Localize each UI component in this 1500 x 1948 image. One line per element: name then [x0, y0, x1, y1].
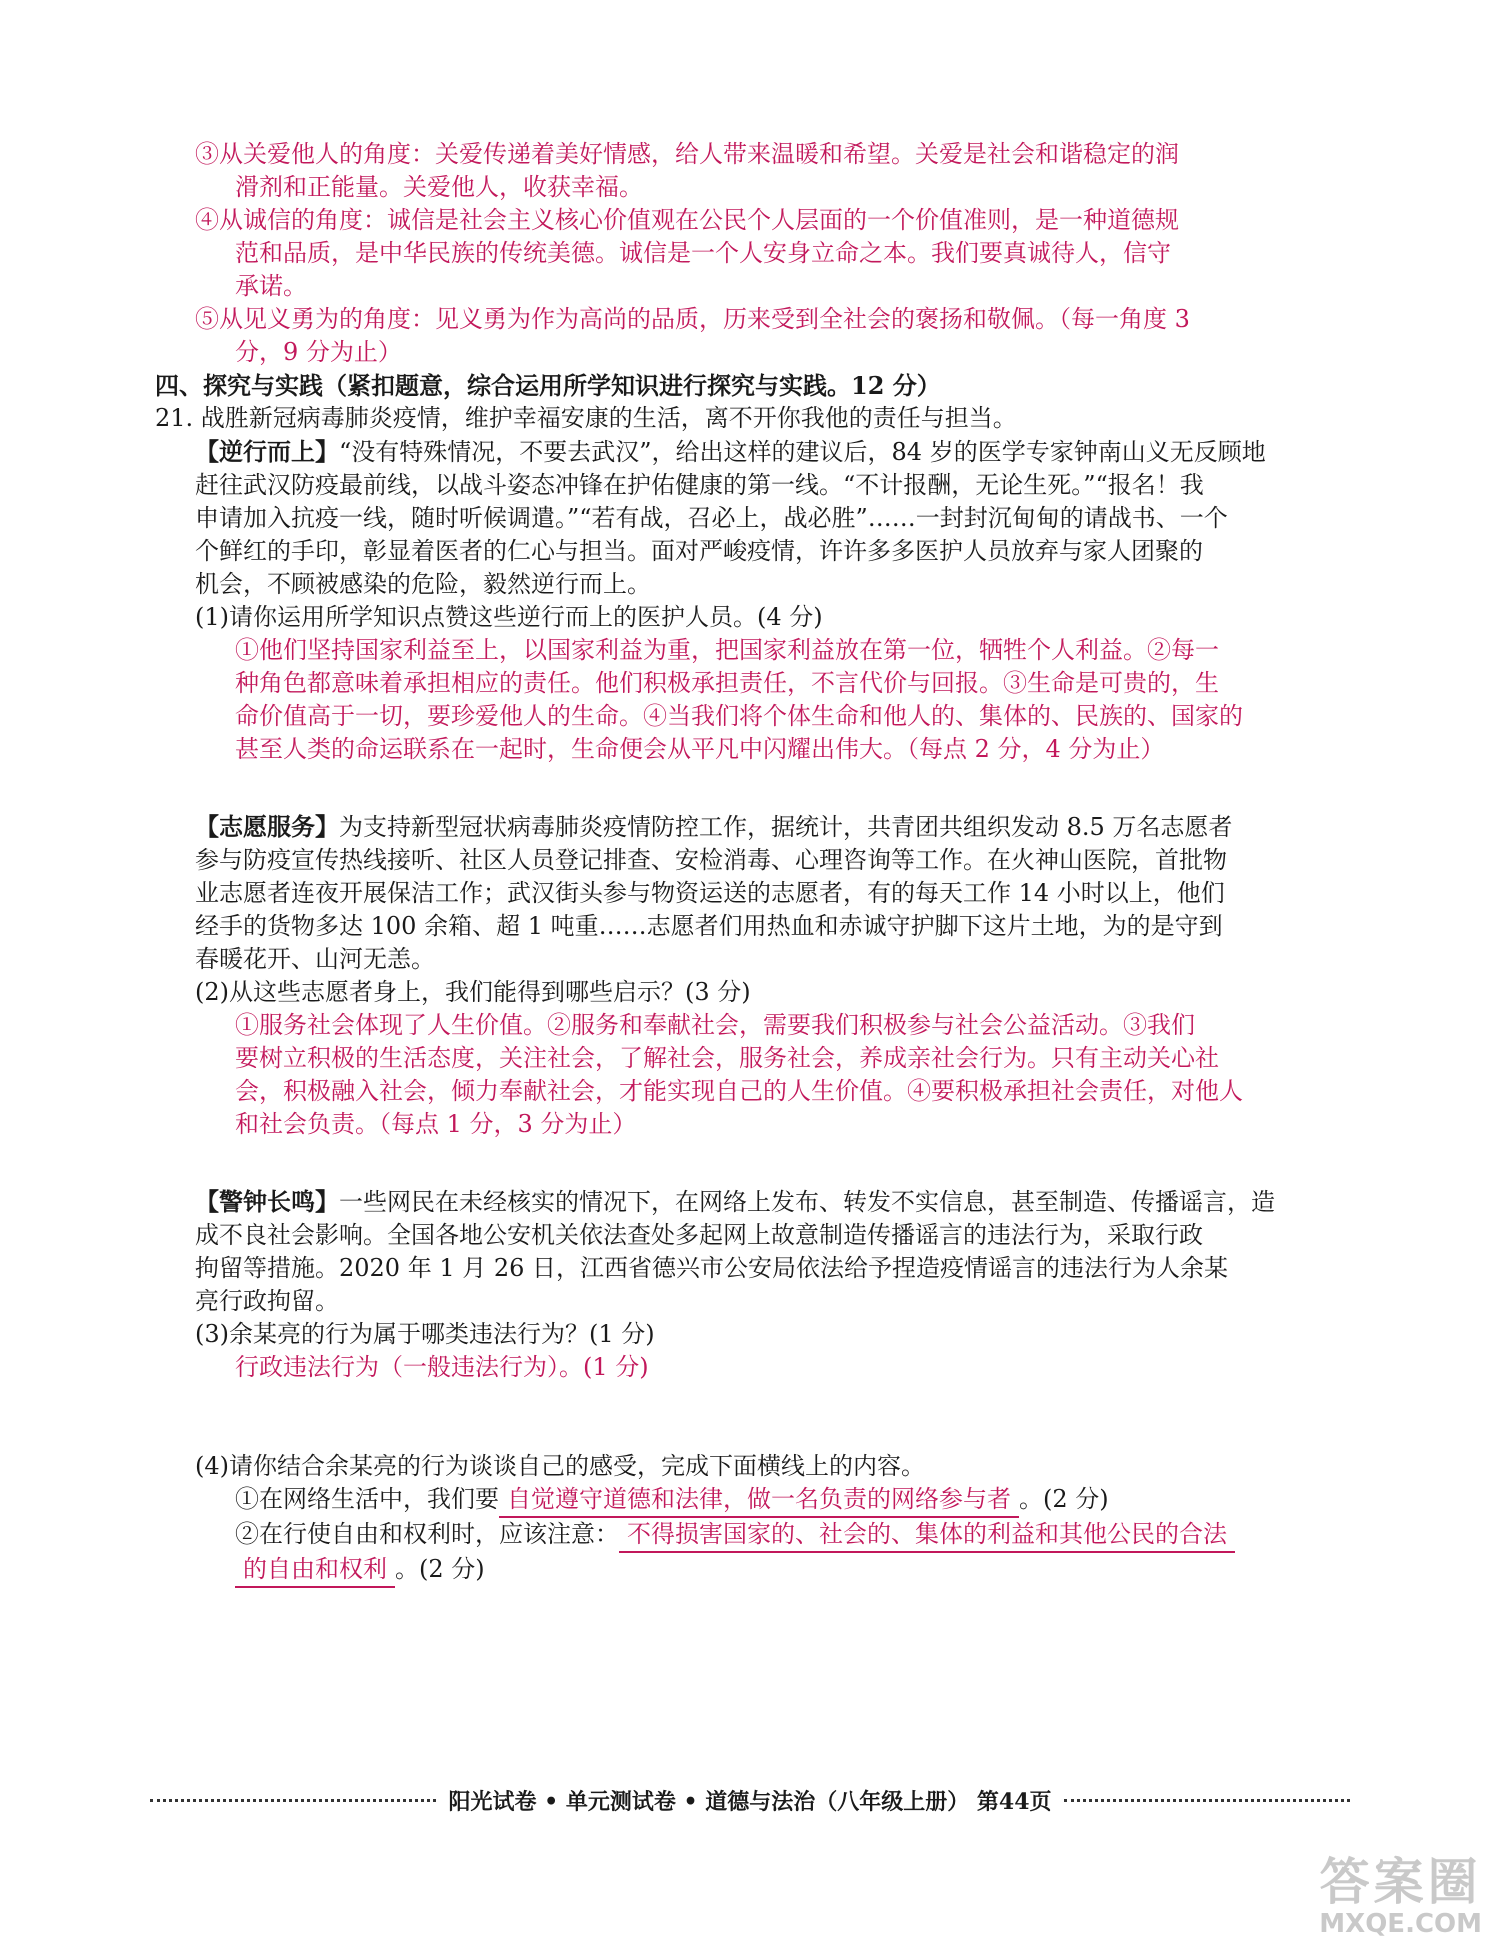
exam-page [155, 138, 1345, 1588]
fill-item-1 [195, 1483, 1345, 1518]
material-text: 申请加入抗疫一线，随时听候调遣。”“若有战，召必上，战必胜”……一封封沉甸甸的请战书、一个 [195, 504, 1228, 532]
answers-top [195, 138, 1345, 369]
footer-dots-right [1064, 1799, 1350, 1802]
question-21: 21. 战胜新冠病毒肺炎疫情，维护幸福安康的生活，离不开你我他的责任与担当。 [155, 404, 1017, 432]
answer-line: ④从诚信的角度：诚信是社会主义核心价值观在公民个人层面的一个价值准则，是一种道德规 [195, 206, 1179, 234]
material-tag: 【逆行而上】 [195, 437, 339, 466]
answer-line: 种角色都意味着承担相应的责任。他们积极承担责任，不言代价与回报。③生命是可贵的，生 [235, 669, 1219, 697]
fill-prefix: ②在行使自由和权利时，应该注意： [235, 1520, 619, 1548]
answer-line: 和社会负责。（每点 1 分，3 分为止） [235, 1110, 637, 1138]
watermark [1319, 1854, 1482, 1938]
fill-answer: 不得损害国家的、社会的、集体的利益和其他公民的合法 [619, 1518, 1235, 1553]
material-text: “没有特殊情况，不要去武汉”，给出这样的建议后，84 岁的医学专家钟南山义无反顾地 [339, 438, 1266, 466]
fill-item-2 [195, 1518, 1345, 1553]
answer-line: 承诺。 [235, 272, 307, 300]
sub-question-3: (3)余某亮的行为属于哪类违法行为？(1 分) [195, 1320, 655, 1348]
section-heading: 四、探究与实践（紧扣题意，综合运用所学知识进行探究与实践。12 分） [155, 371, 941, 400]
fill-prefix: ①在网络生活中，我们要 [235, 1485, 499, 1513]
answer-line: 会，积极融入社会，倾力奉献社会，才能实现自己的人生价值。④要积极承担社会责任，对他人 [235, 1077, 1243, 1105]
answer-line: ①他们坚持国家利益至上，以国家利益为重，把国家利益放在第一位，牺牲个人利益。②每一 [235, 636, 1219, 664]
footer-text: 阳光试卷 • 单元测试卷 • 道德与法治（八年级上册） 第44页 [448, 1789, 1052, 1815]
watermark-site: MXQE.COM [1319, 1909, 1482, 1939]
sub-answer-2 [195, 1009, 1345, 1141]
fill-suffix: 。(2 分) [395, 1555, 485, 1583]
material-text: 经手的货物多达 100 余箱、超 1 吨重……志愿者们用热血和赤诚守护脚下这片土地，为的是守到 [195, 912, 1223, 940]
sub-answer-3: 行政违法行为（一般违法行为）。(1 分) [235, 1353, 649, 1381]
answer-line: ⑤从见义勇为的角度：见义勇为作为高尚的品质，历来受到全社会的褒扬和敬佩。（每一角度 3 [195, 305, 1190, 333]
answer-line: 命价值高于一切，要珍爱他人的生命。④当我们将个体生命和他人的、集体的、民族的、国家的 [235, 702, 1243, 730]
material-1 [195, 435, 1345, 601]
material-text: 业志愿者连夜开展保洁工作；武汉街头参与物资运送的志愿者，有的每天工作 14 小时以上，他们 [195, 879, 1225, 907]
answer-line: ①服务社会体现了人生价值。②服务和奉献社会，需要我们积极参与社会公益活动。③我们 [235, 1011, 1195, 1039]
answer-line: 滑剂和正能量。关爱他人，收获幸福。 [235, 173, 643, 201]
answer-line: 要树立积极的生活态度，关注社会，了解社会，服务社会，养成亲社会行为。只有主动关心社 [235, 1044, 1219, 1072]
sub-question-2: (2)从这些志愿者身上，我们能得到哪些启示？(3 分) [195, 978, 751, 1006]
material-tag: 【警钟长鸣】 [195, 1187, 339, 1216]
sub-question-1: (1)请你运用所学知识点赞这些逆行而上的医护人员。(4 分) [195, 603, 823, 631]
answer-line: 范和品质，是中华民族的传统美德。诚信是一个人安身立命之本。我们要真诚待人，信守 [235, 239, 1171, 267]
material-text: 机会，不顾被感染的危险，毅然逆行而上。 [195, 570, 651, 598]
material-tag: 【志愿服务】 [195, 812, 339, 841]
fill-answer: 自觉遵守道德和法律，做一名负责的网络参与者 [499, 1483, 1019, 1518]
material-2 [195, 810, 1345, 976]
answer-line: ③从关爱他人的角度：关爱传递着美好情感，给人带来温暖和希望。关爱是社会和谐稳定的润 [195, 140, 1179, 168]
material-text: 个鲜红的手印，彰显着医者的仁心与担当。面对严峻疫情，许许多多医护人员放弃与家人团聚的 [195, 537, 1203, 565]
answer-line: 分，9 分为止） [235, 338, 402, 366]
material-text: 亮行政拘留。 [195, 1287, 339, 1315]
page-footer [150, 1785, 1350, 1816]
sub-question-4: (4)请你结合余某亮的行为谈谈自己的感受，完成下面横线上的内容。 [195, 1452, 925, 1480]
footer-dots-left [150, 1799, 436, 1802]
answer-line: 甚至人类的命运联系在一起时，生命便会从平凡中闪耀出伟大。（每点 2 分，4 分为止） [235, 735, 1165, 763]
fill-suffix: 。(2 分) [1019, 1485, 1109, 1513]
material-text: 为支持新型冠状病毒肺炎疫情防控工作，据统计，共青团共组织发动 8.5 万名志愿者 [339, 813, 1233, 841]
material-text: 拘留等措施。2020 年 1 月 26 日，江西省德兴市公安局依法给予捏造疫情谣言的违法行为人余某 [195, 1254, 1229, 1282]
watermark-logo: 答案圈 [1319, 1853, 1482, 1911]
material-text: 春暖花开、山河无恙。 [195, 945, 435, 973]
material-3 [195, 1185, 1345, 1318]
material-text: 成不良社会影响。全国各地公安机关依法查处多起网上故意制造传播谣言的违法行为，采取行政 [195, 1221, 1203, 1249]
material-text: 赶往武汉防疫最前线，以战斗姿态冲锋在护佑健康的第一线。“不计报酬，无论生死。”“报名！我 [195, 471, 1204, 499]
sub-answer-1 [195, 634, 1345, 766]
fill-item-2-cont [195, 1553, 1345, 1588]
fill-answer: 的自由和权利 [235, 1553, 395, 1588]
material-text: 参与防疫宣传热线接听、社区人员登记排查、安检消毒、心理咨询等工作。在火神山医院，首批物 [195, 846, 1227, 874]
material-text: 一些网民在未经核实的情况下，在网络上发布、转发不实信息，甚至制造、传播谣言，造 [339, 1188, 1275, 1216]
